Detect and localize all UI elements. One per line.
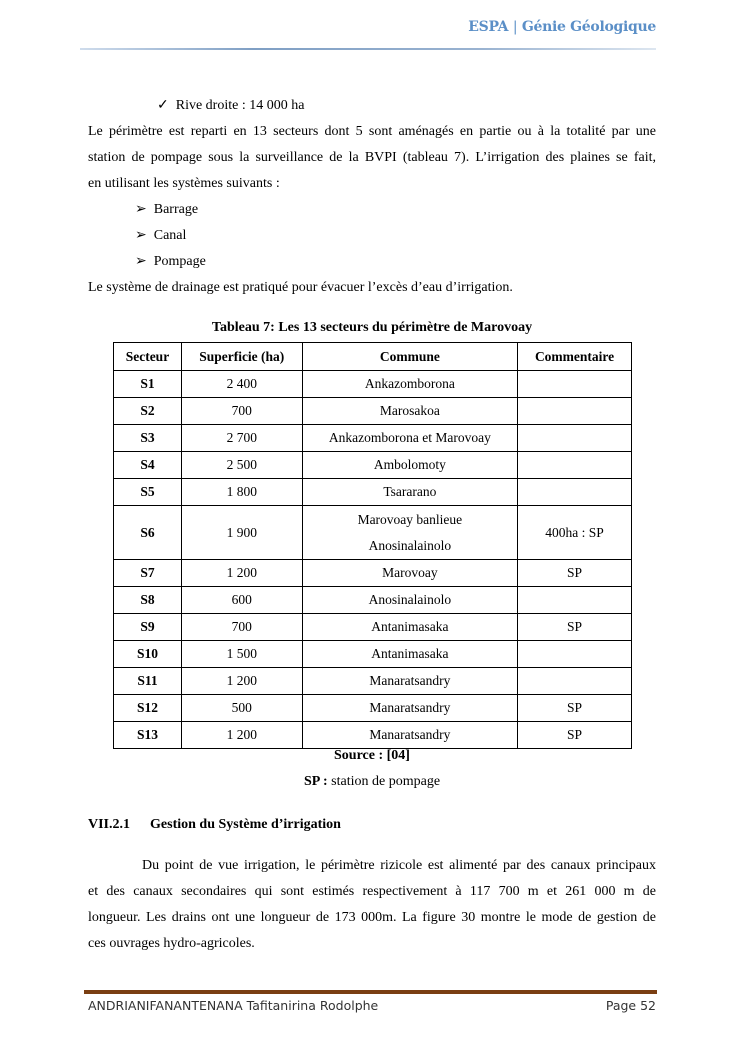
commune-cell: Antanimasaka <box>302 614 517 641</box>
comment-cell <box>518 398 632 425</box>
table-row <box>114 506 632 560</box>
page-header <box>468 19 656 35</box>
arrow-bullet-icon: ➢ <box>135 202 147 217</box>
table-row <box>114 479 632 506</box>
table-row <box>114 695 632 722</box>
paragraph-line: Le périmètre est reparti en 13 secteurs dont 5 sont aménagés en partie ou à la totalité par une <box>88 124 656 139</box>
commune-cell: Ankazomborona <box>302 371 517 398</box>
sector-cell: S6 <box>114 506 182 560</box>
area-cell: 700 <box>181 398 302 425</box>
section-title: Gestion du Système d’irrigation <box>150 817 341 832</box>
commune-cell: Marosakoa <box>302 398 517 425</box>
header-cell: Commentaire <box>518 343 632 371</box>
paragraph-line: station de pompage sous la surveillance de la BVPI (tableau 7). L’irrigation des plaines se fait, <box>88 150 656 165</box>
area-cell: 1 800 <box>181 479 302 506</box>
comment-cell: SP <box>518 695 632 722</box>
area-cell: 1 200 <box>181 560 302 587</box>
sector-cell: S7 <box>114 560 182 587</box>
checklist-item <box>157 93 725 119</box>
area-cell: 500 <box>181 695 302 722</box>
sp-text: station de pompage <box>327 774 441 789</box>
header-cell: Superficie (ha) <box>181 343 302 371</box>
area-cell: 2 500 <box>181 452 302 479</box>
table-caption: Tableau 7: Les 13 secteurs du périmètre de Marovoay <box>211 320 533 335</box>
comment-cell: SP <box>518 560 632 587</box>
commune-line: Marovoay banlieue <box>357 511 463 527</box>
area-cell: 1 200 <box>181 668 302 695</box>
comment-cell <box>518 641 632 668</box>
header-rule <box>80 48 656 50</box>
header-cell: Secteur <box>114 343 182 371</box>
commune-cell: Ankazomborona et Marovoay <box>302 425 517 452</box>
sector-cell: S13 <box>114 722 182 749</box>
bullet-text: Barrage <box>153 202 199 217</box>
table-row <box>114 668 632 695</box>
commune-cell <box>302 506 517 560</box>
area-cell: 600 <box>181 587 302 614</box>
commune-cell: Anosinalainolo <box>302 587 517 614</box>
comment-cell: SP <box>518 722 632 749</box>
comment-cell <box>518 479 632 506</box>
section-number: VII.2.1 <box>88 817 131 832</box>
commune-line: Anosinalainolo <box>368 537 452 553</box>
footer-author: ANDRIANIFANANTENANA Tafitanirina Rodolphe <box>88 998 379 1013</box>
bullet-text: Pompage <box>153 254 206 269</box>
header-separator: | <box>512 19 518 35</box>
commune-cell: Ambolomoty <box>302 452 517 479</box>
area-cell: 2 400 <box>181 371 302 398</box>
table-header-row <box>114 343 632 371</box>
sector-cell: S8 <box>114 587 182 614</box>
commune-cell: Marovoay <box>302 560 517 587</box>
commune-cell: Manaratsandry <box>302 668 517 695</box>
commune-cell: Tsararano <box>302 479 517 506</box>
table-row <box>114 425 632 452</box>
area-cell: 1 200 <box>181 722 302 749</box>
drainage-text: Le système de drainage est pratiqué pour évacuer l’excès d’eau d’irrigation. <box>88 280 513 295</box>
sectors-table <box>113 342 632 749</box>
table-row <box>114 641 632 668</box>
sector-cell: S12 <box>114 695 182 722</box>
area-cell: 1 500 <box>181 641 302 668</box>
footer-rule <box>84 990 657 994</box>
table-row <box>114 722 632 749</box>
comment-cell <box>518 425 632 452</box>
area-cell: 700 <box>181 614 302 641</box>
sector-cell: S9 <box>114 614 182 641</box>
checkmark-icon: ✓ <box>157 98 169 113</box>
sp-legend <box>88 774 656 790</box>
sector-cell: S2 <box>114 398 182 425</box>
arrow-bullet-icon: ➢ <box>135 228 147 243</box>
table-row <box>114 452 632 479</box>
table-row <box>114 587 632 614</box>
bullet-text: Canal <box>153 228 187 243</box>
comment-cell <box>518 371 632 398</box>
bullet-item <box>135 223 703 249</box>
sector-cell: S10 <box>114 641 182 668</box>
table-source: Source : [04] <box>334 748 410 763</box>
table-row <box>114 398 632 425</box>
area-cell: 2 700 <box>181 425 302 452</box>
comment-cell <box>518 452 632 479</box>
paragraph-line: en utilisant les systèmes suivants : <box>88 176 280 191</box>
comment-cell: 400ha : SP <box>518 506 632 560</box>
paragraph-line: et des canaux secondaires qui sont estimés respectivement à 117 700 m et 261 000 m de <box>88 884 656 899</box>
table-row <box>114 560 632 587</box>
sector-cell: S11 <box>114 668 182 695</box>
comment-cell: SP <box>518 614 632 641</box>
header-org: ESPA <box>468 19 509 35</box>
sp-label: SP : <box>303 774 328 789</box>
comment-cell <box>518 587 632 614</box>
footer-page-number: Page 52 <box>605 998 656 1013</box>
section-heading <box>88 817 341 833</box>
comment-cell <box>518 668 632 695</box>
sector-cell: S1 <box>114 371 182 398</box>
table-row <box>114 614 632 641</box>
bullet-item <box>135 197 703 223</box>
arrow-bullet-icon: ➢ <box>135 254 147 269</box>
sector-cell: S4 <box>114 452 182 479</box>
commune-cell: Manaratsandry <box>302 722 517 749</box>
header-cell: Commune <box>302 343 517 371</box>
bullet-item <box>135 249 703 275</box>
sector-cell: S3 <box>114 425 182 452</box>
sector-cell: S5 <box>114 479 182 506</box>
paragraph-line: longueur. Les drains ont une longueur de 173 000m. La figure 30 montre le mode de gestion de <box>88 910 656 925</box>
area-cell: 1 900 <box>181 506 302 560</box>
paragraph-line: ces ouvrages hydro-agricoles. <box>88 936 255 951</box>
paragraph-line: Du point de vue irrigation, le périmètre rizicole est alimenté par des canaux principaux <box>142 858 656 873</box>
rive-text: Rive droite : 14 000 ha <box>175 98 305 113</box>
table-row <box>114 371 632 398</box>
commune-cell: Antanimasaka <box>302 641 517 668</box>
header-dept: Génie Géologique <box>521 19 656 35</box>
commune-cell: Manaratsandry <box>302 695 517 722</box>
